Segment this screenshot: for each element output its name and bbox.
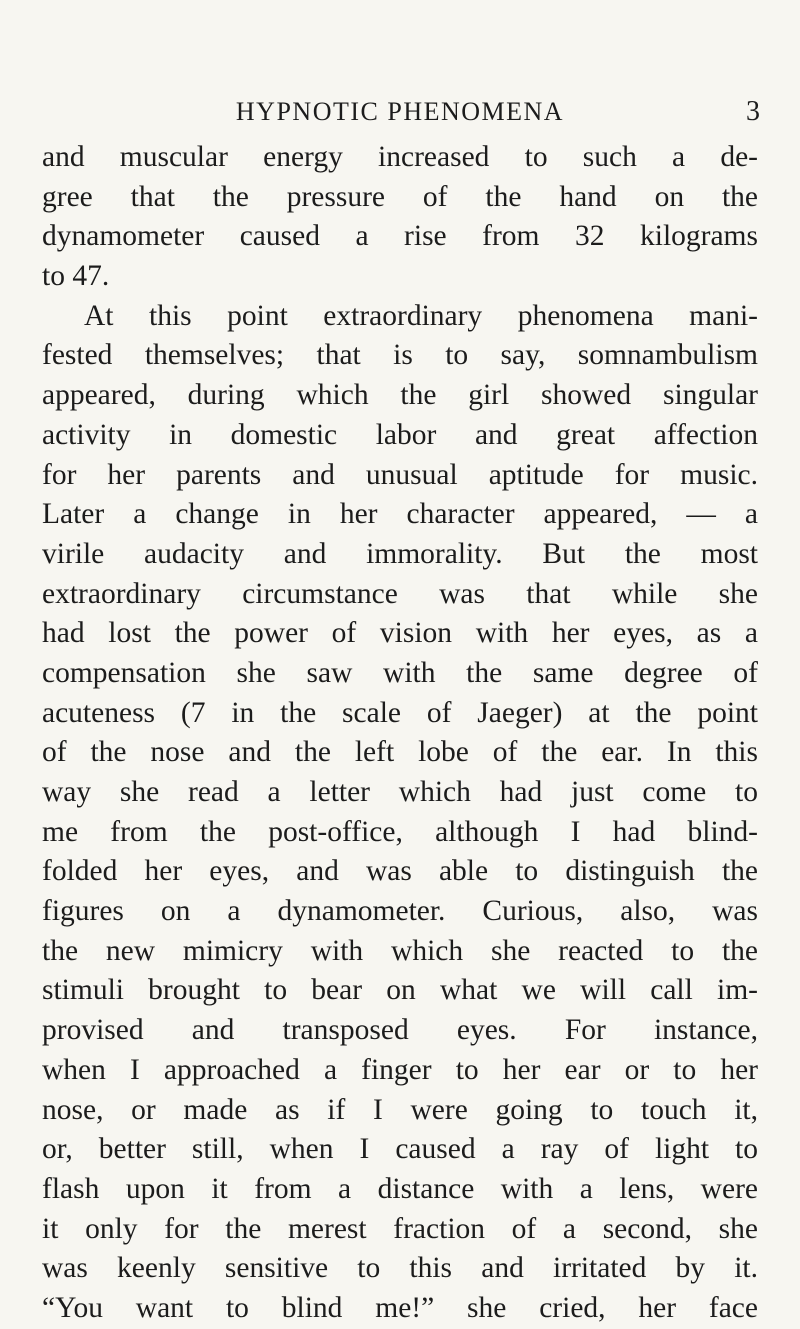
text-line: of the nose and the left lobe of the ear. In this bbox=[42, 736, 758, 769]
text-line: nose, or made as if I were going to touch it, bbox=[42, 1093, 758, 1126]
page-number: 3 bbox=[746, 96, 760, 127]
text-line: to 47. bbox=[42, 260, 110, 293]
text-line: gree that the pressure of the hand on the bbox=[42, 180, 758, 213]
text-line: At this point extraordinary phenomena mani- bbox=[84, 299, 758, 332]
text-line: stimuli brought to bear on what we will call im- bbox=[42, 974, 758, 1007]
text-line: had lost the power of vision with her eyes, as a bbox=[42, 617, 758, 650]
text-line: it only for the merest fraction of a second, she bbox=[42, 1212, 758, 1245]
text-line: dynamometer caused a rise from 32 kilograms bbox=[42, 220, 758, 253]
text-line: Later a change in her character appeared, — a bbox=[42, 498, 758, 531]
text-line: acuteness (7 in the scale of Jaeger) at the point bbox=[42, 696, 758, 729]
text-line: and muscular energy increased to such a de- bbox=[42, 141, 758, 173]
text-line: appeared, during which the girl showed singular bbox=[42, 379, 758, 412]
text-line: virile audacity and immorality. But the most bbox=[42, 537, 758, 570]
text-line: flash upon it from a distance with a lens, were bbox=[42, 1172, 758, 1205]
text-line: or, better still, when I caused a ray of light to bbox=[42, 1133, 758, 1166]
text-line: was keenly sensitive to this and irritated by it. bbox=[42, 1252, 758, 1285]
text-line: fested themselves; that is to say, somnambulism bbox=[42, 339, 758, 372]
text-line: compensation she saw with the same degree of bbox=[42, 656, 758, 689]
running-title: HYPNOTIC PHENOMENA bbox=[235, 97, 565, 126]
text-line: way she read a letter which had just come to bbox=[42, 776, 758, 808]
text-line: me from the post-office, although I had blind- bbox=[42, 815, 758, 848]
text-line: extraordinary circumstance was that while she bbox=[42, 577, 758, 610]
body-text bbox=[42, 138, 758, 1329]
text-line: when I approached a finger to her ear or to her bbox=[42, 1053, 758, 1086]
text-line: provised and transposed eyes. For instance, bbox=[42, 1014, 758, 1047]
text-line: figures on a dynamometer. Curious, also, was bbox=[42, 895, 758, 928]
running-head bbox=[40, 92, 760, 132]
text-line: activity in domestic labor and great affection bbox=[42, 418, 758, 451]
text-line: the new mimicry with which she reacted to the bbox=[42, 934, 758, 967]
text-line: folded her eyes, and was able to distinguish the bbox=[42, 855, 758, 888]
text-line: for her parents and unusual aptitude for music. bbox=[42, 458, 758, 491]
text-line: “You want to blind me!” she cried, her face bbox=[42, 1291, 758, 1324]
